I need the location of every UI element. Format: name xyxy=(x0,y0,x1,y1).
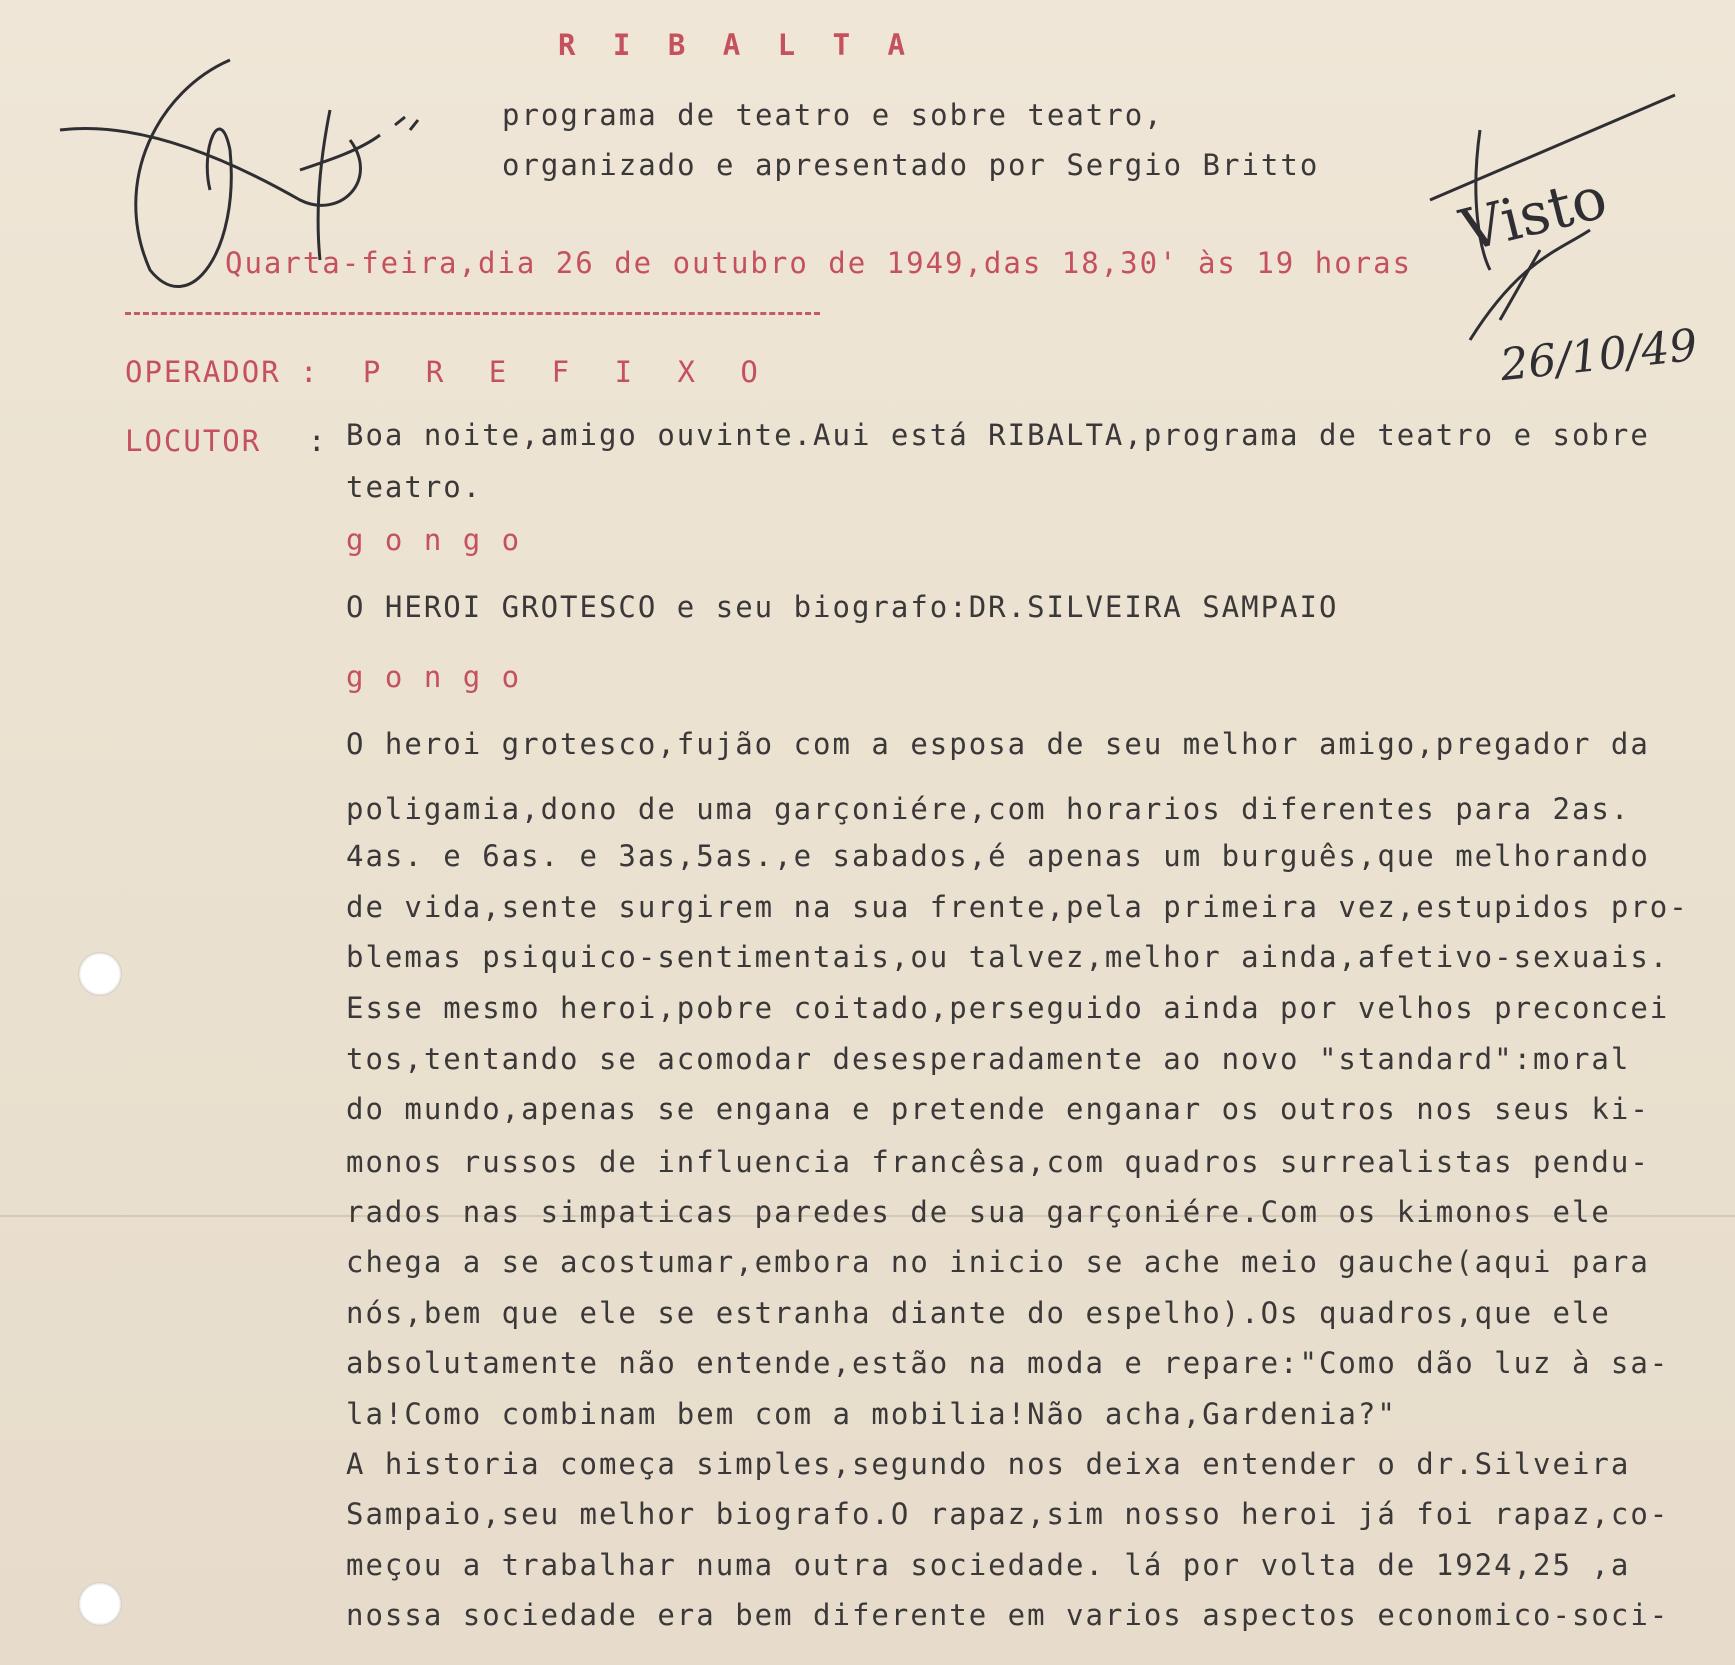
gong-cue-2: g o n g o xyxy=(346,660,522,694)
locutor-line-2: teatro. xyxy=(346,470,483,504)
body-line: chega a se acostumar,embora no inicio se ache meio gauche(aqui para xyxy=(346,1245,1650,1279)
program-title: R I B A L T A xyxy=(558,28,915,62)
body-line: O heroi grotesco,fujão com a esposa de seu melhor amigo,pregador da xyxy=(346,727,1650,761)
gong-cue-1: g o n g o xyxy=(346,523,522,557)
handwritten-visto: Visto xyxy=(1453,163,1614,265)
body-line: tos,tentando se acomodar desesperadamente ao novo "standard":moral xyxy=(346,1042,1631,1076)
body-line: la!Como combinam bem com a mobilia!Não acha,Gardenia?" xyxy=(346,1397,1397,1431)
body-line: Sampaio,seu melhor biografo.O rapaz,sim nosso heroi já foi rapaz,co- xyxy=(346,1497,1670,1531)
body-line: poligamia,dono de uma garçoniére,com horarios diferentes para 2as. xyxy=(346,792,1631,826)
body-line: absolutamente não entende,estão na moda e repare:"Como dão luz à sa- xyxy=(346,1346,1670,1380)
body-line: blemas psiquico-sentimentais,ou talvez,melhor ainda,afetivo-sexuais. xyxy=(346,940,1670,974)
locutor-label: LOCUTOR xyxy=(125,424,262,458)
segment-heading: O HEROI GROTESCO e seu biografo:DR.SILVEIRA SAMPAIO xyxy=(346,590,1339,624)
operator-cue: : P R E F I X O xyxy=(300,355,772,389)
locutor-line-1: Boa noite,amigo ouvinte.Aui está RIBALTA,programa de teatro e sobre xyxy=(346,418,1650,452)
subtitle-line-2: organizado e apresentado por Sergio Britto xyxy=(502,148,1320,182)
body-line: de vida,sente surgirem na sua frente,pela primeira vez,estupidos pro- xyxy=(346,890,1689,924)
body-line: nós,bem que ele se estranha diante do espelho).Os quadros,que ele xyxy=(346,1296,1611,1330)
body-line: monos russos de influencia francêsa,com quadros surrealistas pendu- xyxy=(346,1145,1650,1179)
subtitle-line-1: programa de teatro e sobre teatro, xyxy=(502,98,1164,132)
operator-label: OPERADOR xyxy=(125,355,281,389)
handwritten-date: 26/10/49 xyxy=(1497,319,1700,392)
body-line: meçou a trabalhar numa outra sociedade. lá por volta de 1924,25 ,a xyxy=(346,1548,1631,1582)
locutor-colon: : xyxy=(308,424,328,458)
body-line: Esse mesmo heroi,pobre coitado,perseguido ainda por velhos preconcei xyxy=(346,991,1670,1025)
body-line: rados nas simpaticas paredes de sua garçoniére.Com os kimonos ele xyxy=(346,1195,1611,1229)
body-line: do mundo,apenas se engana e pretende enganar os outros nos seus ki- xyxy=(346,1092,1650,1126)
dashed-separator xyxy=(125,312,820,315)
body-line: 4as. e 6as. e 3as,5as.,e sabados,é apenas um burguês,que melhorando xyxy=(346,839,1650,873)
body-line: nossa sociedade era bem diferente em varios aspectos economico-soci- xyxy=(346,1598,1670,1632)
body-line: A historia começa simples,segundo nos deixa entender o dr.Silveira xyxy=(346,1447,1631,1481)
broadcast-date: Quarta-feira,dia 26 de outubro de 1949,das 18,30' às 19 horas xyxy=(225,246,1413,280)
